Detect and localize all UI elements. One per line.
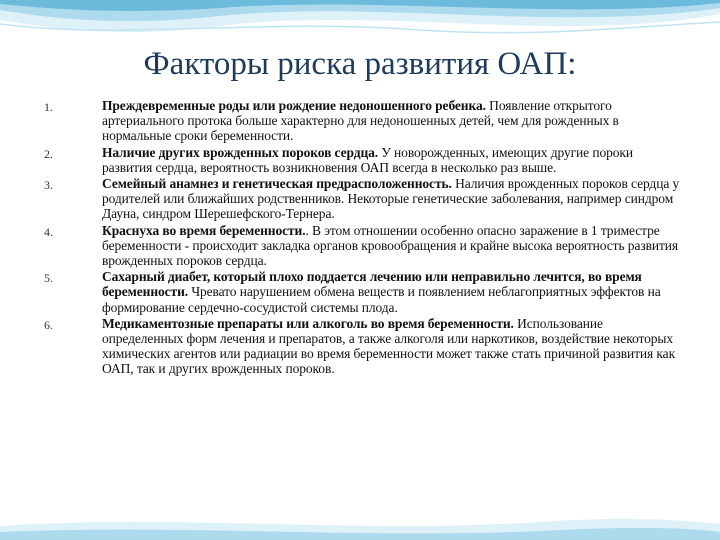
- list-item: [44, 98, 684, 144]
- list-item: [44, 145, 684, 175]
- item-text: [102, 145, 684, 175]
- item-description: Использование определенных форм лечения и препаратов, а также алкоголя или наркотиков, воздействие некоторых химических агентов или радиации во время беременности может также стать причиной развития как ОАП, так и других врожденных пороков.: [102, 315, 676, 377]
- item-text: [102, 316, 684, 377]
- item-number: 1.: [44, 100, 53, 114]
- item-description: Чревато нарушением обмена веществ и появлением неблагоприятных эффектов на формирование сердечно-сосудистой системы плода.: [102, 284, 661, 315]
- list-item: [44, 223, 684, 269]
- item-number: 5.: [44, 271, 53, 286]
- item-lead: Сахарный диабет, который плохо поддается лечению или неправильно лечится, во время беременности.: [102, 269, 642, 300]
- item-lead: Преждевременные роды или рождение недоношенного ребенка.: [102, 98, 486, 113]
- item-description: У новорожденных, имеющих другие пороки развития сердца, вероятность возникновения ОАП всегда в несколько раз выше.: [102, 144, 634, 175]
- slide-title: Факторы риска развития ОАП:: [143, 46, 577, 82]
- item-text: [102, 269, 684, 315]
- item-description: . В этом отношении особенно опасно заражение в 1 триместре беременности - происходит закладка органов кровообращения и крайне высока вероятность развития врожденных пороков сердца.: [102, 222, 679, 269]
- list-item: [44, 269, 684, 315]
- item-number: 6.: [44, 317, 53, 332]
- item-lead: Медикаментозные препараты или алкоголь во время беременности.: [102, 315, 514, 331]
- item-lead: Краснуха во время беременности.: [102, 222, 306, 238]
- item-description: Наличия врожденных пороков сердца у родителей или ближайших родственников. Некоторые генетические заболевания, например синдром Дауна, синдром Шерешефского-Тернера.: [102, 176, 680, 222]
- item-number: 2.: [44, 146, 53, 161]
- item-number: 4.: [44, 224, 53, 239]
- item-text: [102, 176, 684, 222]
- item-text: [102, 223, 684, 269]
- risk-factors-list: [44, 98, 684, 377]
- item-number: 3.: [44, 178, 53, 193]
- list-item: [44, 316, 684, 377]
- list-item: [44, 176, 684, 222]
- bottom-wave-decoration: [0, 500, 720, 540]
- item-text: [102, 98, 684, 144]
- item-lead: Наличие других врожденных пороков сердца.: [102, 144, 379, 160]
- item-lead: Семейный анамнез и генетическая предрасположенность.: [102, 176, 452, 192]
- item-description: Появление открытого артериального протока больше характерно для недоношенных детей, чем для рожденных в нормальные сроки беременности.: [102, 98, 619, 144]
